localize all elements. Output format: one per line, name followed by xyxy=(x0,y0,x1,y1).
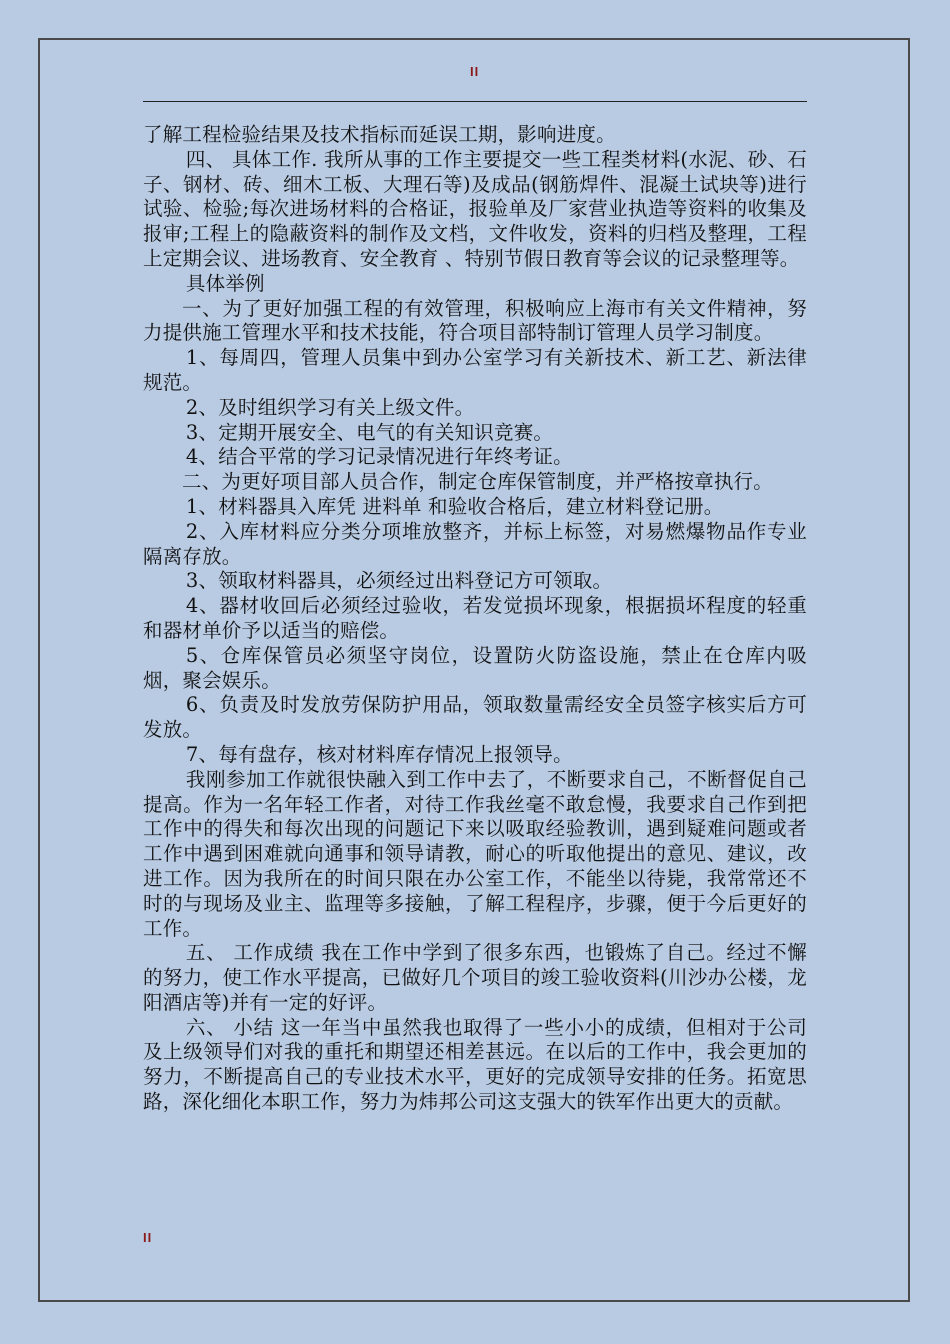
list-item: 3、领取材料器具，必须经过出料登记方可领取。 xyxy=(185,569,613,593)
paragraph: 四、 具体工作. 我所从事的工作主要提交一些工程类材料(水泥、砂、石子、钢材、砖、细木工板、大理石等)及成品(钢筋焊件、混凝土试块等)进行试验、检验;每次进场材料的合格证，报验单及厂家营业执造等资料的收集及报审;工程上的隐蔽资料的制作及文档，文件收发，资料的归档及整理，工程上定期会议、进场教育、安全教育 、特别节假日教育等会议的记录整理等。 xyxy=(143,147,807,270)
list-item: 1、材料器具入库凭 进料单 和验收合格后，建立材料登记册。 xyxy=(185,494,724,518)
footer-mark: II xyxy=(143,1230,153,1245)
paragraph: 一、为了更好加强工程的有效管理，积极响应上海市有关文件精神，努力提供施工管理水平和技术技能，符合项目部特制订管理人员学习制度。 xyxy=(143,296,807,345)
list-item: 2、及时组织学习有关上级文件。 xyxy=(185,395,475,419)
list-item: 6、负责及时发放劳保防护用品，领取数量需经安全员签字核实后方可发放。 xyxy=(143,693,807,742)
list-item: 4、器材收回后必须经过验收，若发觉损坏现象，根据损坏程度的轻重和器材单价予以适当的赔偿。 xyxy=(143,594,807,642)
list-item: 2、入库材料应分类分项堆放整齐，并标上标签，对易燃爆物品作专业隔离存放。 xyxy=(143,519,807,568)
header-rule xyxy=(143,101,807,102)
paragraph: 具体举例 xyxy=(185,271,265,295)
paragraph: 二、为更好项目部人员合作，制定仓库保管制度，并严格按章执行。 xyxy=(182,470,774,494)
document-body xyxy=(143,123,807,1115)
paragraph: 五、 工作成绩 我在工作中学到了很多东西，也锻炼了自己。经过不懈的努力，使工作水平提高，已做好几个项目的竣工验收资料(川沙办公楼，龙阳酒店等)并有一定的好评。 xyxy=(143,941,807,1014)
list-item: 1、每周四，管理人员集中到办公室学习有关新技术、新工艺、新法律规范。 xyxy=(143,346,807,394)
list-item: 5、仓库保管员必须坚守岗位，设置防火防盗设施，禁止在仓库内吸烟，聚会娱乐。 xyxy=(143,643,807,692)
paragraph: 六、 小结 这一年当中虽然我也取得了一些小小的成绩，但相对于公司及上级领导们对我的重托和期望还相差甚远。在以后的工作中，我会更加的努力，不断提高自己的专业技术水平，更好的完成领导安排的任务。拓宽思路，深化细化本职工作，努力为炜邦公司这支强大的铁军作出更大的贡献。 xyxy=(143,1015,807,1114)
list-item: 3、定期开展安全、电气的有关知识竞赛。 xyxy=(185,420,554,444)
list-item: 7、每有盘存，核对材料库存情况上报领导。 xyxy=(185,742,573,766)
list-item: 4、结合平常的学习记录情况进行年终考证。 xyxy=(185,445,573,469)
header-mark: II xyxy=(470,64,480,79)
paragraph: 我刚参加工作就很快融入到工作中去了，不断要求自己，不断督促自己提高。作为一名年轻工作者，对待工作我丝毫不敢怠慢，我要求自己作到把工作中的得失和每次出现的问题记下来以吸取经验教训，遇到疑难问题或者工作中遇到困难就向通事和领导请教，耐心的听取他提出的意见、建议，改进工作。因为我所在的时间只限在办公室工作，不能坐以待毙，我常常还不时的与现场及业主、监理等多接触，了解工程程序，步骤，便于今后更好的工作。 xyxy=(143,767,807,940)
paragraph: 了解工程检验结果及技术指标而延误工期，影响进度。 xyxy=(143,123,616,146)
